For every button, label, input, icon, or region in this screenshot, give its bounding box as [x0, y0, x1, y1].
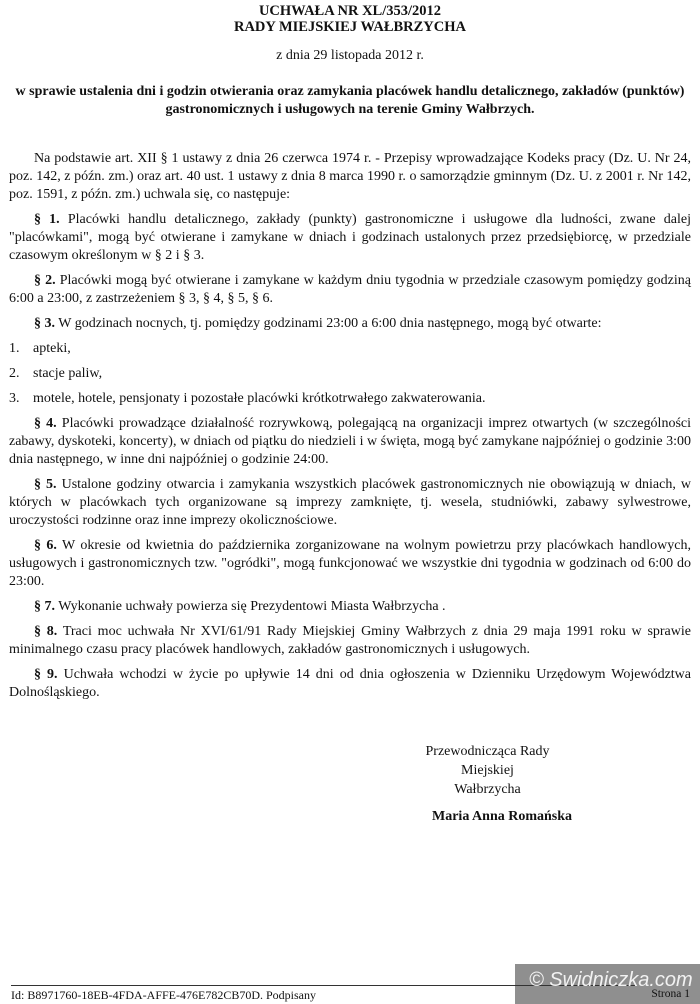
section-text: Uchwała wchodzi w życie po upływie 14 dni od dnia ogłoszenia w Dzienniku Urzędowym Województwa Dolnośląskiego. [9, 667, 691, 700]
watermark-box [515, 964, 700, 1004]
section-text: Traci moc uchwała Nr XVI/61/91 Rady Miejskiej Gminy Wałbrzych z dnia 29 maja 1991 roku w sprawie minimalnego czasu pracy placówek handlowych, zakładów gastronomicznych i usługowych. [9, 624, 691, 657]
resolution-subject: w sprawie ustalenia dni i godzin otwierania oraz zamykania placówek handlu detalicznego, zakładów (punktów) gastronomicznych i usługowych na terenie Gminy Wałbrzych. [15, 84, 685, 117]
section-8 [9, 623, 691, 659]
section-number: § 3. [34, 316, 55, 331]
section-number: § 9. [34, 667, 58, 682]
section-number: § 7. [34, 599, 55, 614]
section-text: Placówki handlu detalicznego, zakłady (punkty) gastronomiczne i usługowe dla ludności, zwane dalej "placówkami", mogą być otwierane i zamykane w dniach i godzinach ustalonych przez przedsiębiorcę, w przedziale czasowym określonym w § 2 i § 3. [9, 212, 691, 263]
footer-divider [11, 985, 531, 986]
section-text: Ustalone godziny otwarcia i zamykania wszystkich placówek gastronomicznych nie obowiązują w dniach, w których w placówkach tych organizowane są imprezy zamknięte, tj. wesela, studniówki, zabawy sylwestrowe, uroczystości rodzinne oraz inne imprezy okolicznościowe. [9, 477, 692, 528]
watermark-text: © Swidniczka.com [529, 969, 693, 991]
section-text: Wykonanie uchwały powierza się Prezydentowi Miasta Wałbrzycha . [55, 599, 446, 614]
section-text: Placówki prowadzące działalność rozrywkową, polegającą na organizacji imprez otwartych (w szczególności zabawy, dyskoteki, koncerty), w dniach od piątku do niedzieli i w święta, mogą być zamykane najpóźniej o godzinie 3:00 dnia następnego, w inne dni najpóźniej o godzinie 24:00. [9, 416, 691, 467]
section-6 [9, 537, 691, 591]
section-3-list [9, 340, 691, 408]
title-line-2: RADY MIEJSKIEJ WAŁBRZYCHA [233, 19, 467, 35]
list-item-number: 1. [9, 341, 20, 356]
preamble: Na podstawie art. XII § 1 ustawy z dnia 26 czerwca 1974 r. - Przepisy wprowadzające Kodeks pracy (Dz. U. Nr 24, poz. 142, z późn. zm.) oraz art. 40 ust. 1 ustawy z dnia 8 marca 1990 r. o samorządzie gminnym (Dz. U. z 2001 r. Nr 142, poz. 1591, z późn. zm.) uchwala się, co następuje: [9, 151, 691, 202]
list-item-number: 3. [9, 391, 20, 406]
signature-role-line-2: Wałbrzycha [454, 782, 521, 797]
resolution-title [0, 3, 700, 35]
section-4 [9, 415, 691, 469]
title-line-1: UCHWAŁA NR XL/353/2012 [258, 3, 442, 19]
list-item-text: stacje paliw, [33, 366, 103, 381]
section-3 [9, 315, 691, 333]
document-id: Id: B8971760-18EB-4FDA-AFFE-476E782CB70D. Podpisany [11, 988, 317, 1002]
signatory-name: Maria Anna Romańska [432, 809, 573, 824]
section-text: W godzinach nocnych, tj. pomiędzy godzinami 23:00 a 6:00 dnia następnego, mogą być otwarte: [55, 316, 602, 331]
section-9 [9, 666, 691, 702]
section-number: § 4. [34, 416, 57, 431]
section-1 [9, 211, 691, 265]
page-number: Strona 1 [651, 988, 690, 1000]
resolution-date: z dnia 29 listopada 2012 r. [276, 48, 424, 63]
list-item-text: motele, hotele, pensjonaty i pozostałe placówki krótkotrwałego zakwaterowania. [33, 391, 486, 406]
section-number: § 6. [34, 538, 57, 553]
section-2 [9, 272, 691, 308]
document-body [9, 150, 691, 709]
section-7 [9, 598, 691, 616]
list-item [9, 340, 691, 358]
section-text: Placówki mogą być otwierane i zamykane w każdym dniu tygodnia w przedziale czasowym pomiędzy godziną 6:00 a 23:00, z zastrzeżeniem § 3, § 4, § 5, § 6. [9, 273, 692, 306]
section-5 [9, 476, 691, 530]
section-number: § 1. [34, 212, 60, 227]
section-text: W okresie od kwietnia do października zorganizowane na wolnym powietrzu przy placówkach handlowych, usługowych i gastronomicznych tzw. "ogródki", mogą funkcjonować we wszystkie dni tygodnia w godzinach od 6:00 do 23:00. [9, 538, 691, 589]
list-item-text: apteki, [33, 341, 71, 356]
list-item-number: 2. [9, 366, 20, 381]
list-item [9, 365, 691, 383]
section-number: § 2. [34, 273, 56, 288]
list-item [9, 390, 691, 408]
signature-role-line-1: Przewodnicząca Rady Miejskiej [425, 744, 550, 778]
section-number: § 5. [34, 477, 57, 492]
signature-role [400, 742, 575, 799]
section-number: § 8. [34, 624, 58, 639]
